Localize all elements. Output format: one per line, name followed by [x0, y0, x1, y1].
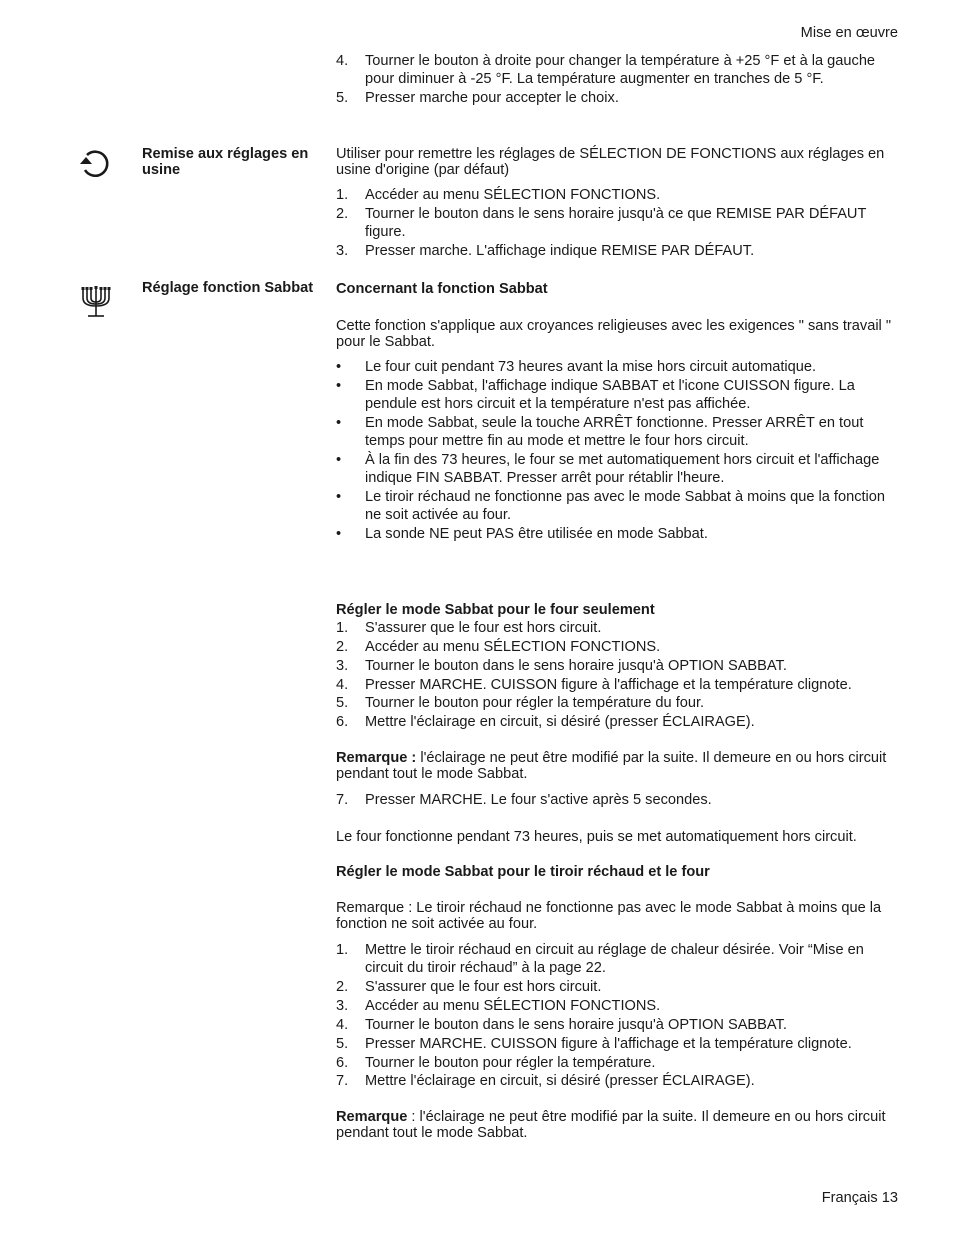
list-item [336, 791, 898, 809]
note-text: : l'éclairage ne peut être modifié par la suite. Il demeure en ou hors circuit pendant tout le mode Sabbat. [336, 1109, 886, 1141]
step-text: Tourner le bouton dans le sens horaire jusqu'à OPTION SABBAT. [365, 1017, 787, 1033]
list-item [336, 676, 898, 694]
oven-steps-list [336, 619, 898, 731]
step-number: 5. [336, 1036, 349, 1052]
bullet-text: Le tiroir réchaud ne fonctionne pas avec le mode Sabbat à moins que la fonction ne soit activée au four. [365, 489, 886, 523]
list-item [336, 638, 898, 656]
step-text: Mettre l'éclairage en circuit, si désiré (presser ÉCLAIRAGE). [365, 1073, 755, 1089]
list-item [336, 941, 898, 977]
list-item [336, 205, 898, 241]
step-number: 4. [336, 1017, 349, 1033]
list-item [336, 657, 898, 675]
list-item [336, 997, 898, 1015]
list-item [336, 1035, 898, 1053]
step-number: 1. [336, 942, 349, 958]
step-text: Accéder au menu SÉLECTION FONCTIONS. [365, 187, 661, 203]
step-number: 3. [336, 658, 349, 674]
step-text: Accéder au menu SÉLECTION FONCTIONS. [365, 639, 661, 655]
sabbath-bullets-list [336, 358, 898, 543]
oven-step7-list [336, 791, 898, 809]
list-item [336, 1016, 898, 1034]
step-text: S'assurer que le four est hors circuit. [365, 620, 602, 636]
bullet-text: En mode Sabbat, l'affichage indique SABBAT et l'icone CUISSON figure. La pendule est hors circuit et la température n'est pas affichée. [365, 378, 855, 412]
bullet-text: La sonde NE peut PAS être utilisée en mode Sabbat. [365, 526, 708, 542]
about-sabbath-text: Cette fonction s'applique aux croyances religieuses avec les exigences " sans travail " pour le Sabbat. [336, 318, 892, 350]
sabbath-section-title: Réglage fonction Sabbat [142, 280, 314, 296]
bullet-mark: • [336, 359, 342, 375]
step-text: Presser marche. L'affichage indique REMISE PAR DÉFAUT. [365, 243, 755, 259]
note-text: l'éclairage ne peut être modifié par la suite. Il demeure en ou hors circuit pendant tout le mode Sabbat. [336, 750, 887, 782]
bullet-text: Le four cuit pendant 73 heures avant la mise hors circuit automatique. [365, 359, 817, 375]
page-header: Mise en œuvre [800, 25, 898, 41]
list-item [336, 377, 898, 413]
list-item [336, 414, 898, 450]
note-label: Remarque : [336, 750, 417, 766]
note-light-2 [336, 1109, 898, 1141]
reset-steps-list [336, 186, 898, 260]
step-number: 7. [336, 1073, 349, 1089]
list-item [336, 619, 898, 637]
step-text: Presser marche pour accepter le choix. [365, 90, 619, 106]
oven-only-heading: Régler le mode Sabbat pour le four seulement [336, 602, 655, 618]
step-number: 2. [336, 979, 349, 995]
list-item [336, 451, 898, 487]
oven-result-text: Le four fonctionne pendant 73 heures, puis se met automatiquement hors circuit. [336, 829, 857, 845]
step-text: Tourner le bouton à droite pour changer la température à +25 °F et à la gauche pour diminuer à -25 °F. La température augmenter en tranches de 5 °F. [365, 53, 876, 87]
reset-icon [76, 145, 116, 185]
bullet-mark: • [336, 415, 342, 431]
step-number: 3. [336, 998, 349, 1014]
list-item [336, 1072, 898, 1090]
bullet-text: En mode Sabbat, seule la touche ARRÊT fonctionne. Presser ARRÊT en tout temps pour mettre fin au mode et mettre le four hors circuit. [365, 415, 864, 449]
list-item [336, 242, 898, 260]
list-item [336, 488, 898, 524]
step-number: 4. [336, 677, 349, 693]
step-text: Mettre le tiroir réchaud en circuit au réglage de chaleur désirée. Voir “Mise en circuit du tiroir réchaud” à la page 22. [365, 942, 864, 976]
list-item [336, 978, 898, 996]
step-text: Tourner le bouton pour régler la température. [365, 1055, 656, 1071]
about-sabbath-heading: Concernant la fonction Sabbat [336, 281, 548, 297]
step-text: Presser MARCHE. Le four s'active après 5 secondes. [365, 792, 712, 808]
step-number: 2. [336, 206, 349, 222]
reset-intro: Utiliser pour remettre les réglages de SÉLECTION DE FONCTIONS aux réglages en usine d'origine (par défaut) [336, 146, 885, 178]
step-number: 6. [336, 714, 349, 730]
list-item [336, 186, 898, 204]
bullet-mark: • [336, 452, 342, 468]
step-text: S'assurer que le four est hors circuit. [365, 979, 602, 995]
step-text: Tourner le bouton pour régler la température du four. [365, 695, 705, 711]
list-item [336, 713, 898, 731]
step-text: Tourner le bouton dans le sens horaire jusqu'à OPTION SABBAT. [365, 658, 787, 674]
step-text: Presser MARCHE. CUISSON figure à l'affichage et la température clignote. [365, 1036, 852, 1052]
list-item [336, 1054, 898, 1072]
note-light-1 [336, 750, 898, 782]
drawer-steps-list [336, 941, 898, 1090]
bullet-mark: • [336, 378, 342, 394]
list-item [336, 89, 898, 107]
drawer-note: Remarque : Le tiroir réchaud ne fonctionne pas avec le mode Sabbat à moins que la fonction ne soit activée au four. [336, 900, 882, 932]
step-number: 5. [336, 695, 349, 711]
list-item [336, 694, 898, 712]
page-footer: Français 13 [821, 1190, 898, 1206]
reset-section-title: Remise aux réglages en usine [142, 146, 309, 178]
step-number: 5. [336, 90, 349, 106]
step-number: 3. [336, 243, 349, 259]
step-text: Presser MARCHE. CUISSON figure à l'affichage et la température clignote. [365, 677, 852, 693]
step-number: 6. [336, 1055, 349, 1071]
bullet-text: À la fin des 73 heures, le four se met automatiquement hors circuit et l'affichage indique FIN SABBAT. Presser arrêt pour rétablir l'heure. [365, 452, 880, 486]
step-number: 1. [336, 620, 349, 636]
menorah-icon [76, 284, 116, 324]
step-number: 7. [336, 792, 349, 808]
list-item [336, 358, 898, 376]
step-text: Accéder au menu SÉLECTION FONCTIONS. [365, 998, 661, 1014]
list-item [336, 52, 898, 88]
step-number: 2. [336, 639, 349, 655]
step-number: 1. [336, 187, 349, 203]
step-number: 4. [336, 53, 349, 69]
step-text: Mettre l'éclairage en circuit, si désiré (presser ÉCLAIRAGE). [365, 714, 755, 730]
intro-steps-list [336, 52, 898, 107]
note-label: Remarque [336, 1109, 408, 1125]
list-item [336, 525, 898, 543]
bullet-mark: • [336, 489, 342, 505]
bullet-mark: • [336, 526, 342, 542]
drawer-oven-heading: Régler le mode Sabbat pour le tiroir réchaud et le four [336, 864, 710, 880]
step-text: Tourner le bouton dans le sens horaire jusqu'à ce que REMISE PAR DÉFAUT figure. [365, 206, 867, 240]
